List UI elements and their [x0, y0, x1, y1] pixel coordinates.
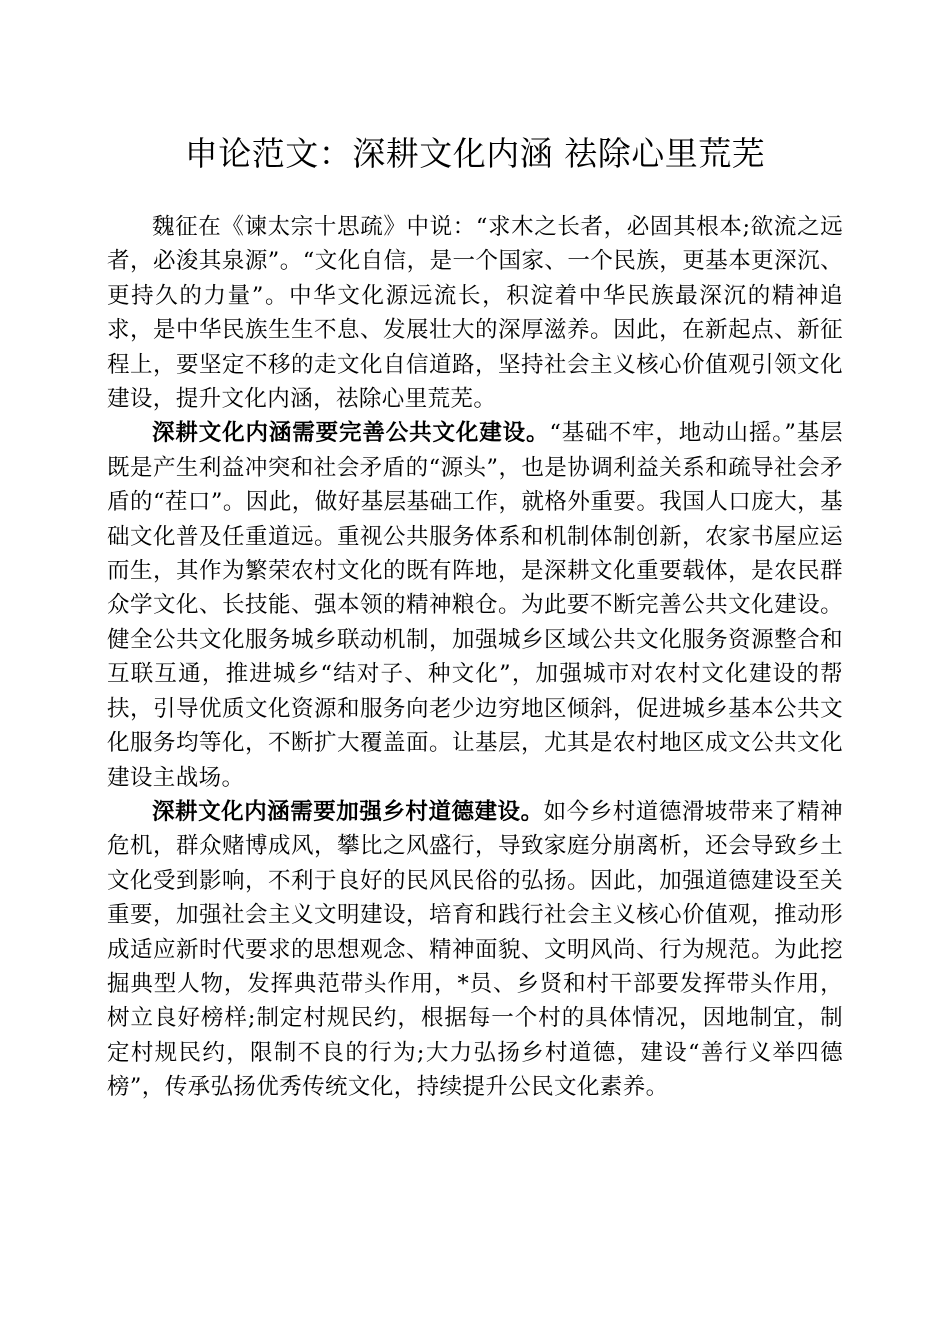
paragraph-rural-morality [107, 795, 843, 1105]
paragraph-text: “基础不牢，地动山摇。”基层既是产生利益冲突和社会矛盾的“源头”，也是协调利益关系和疏导社会矛盾的“茬口”。因此，做好基层基础工作，就格外重要。我国人口庞大，基础文化普及任重道远。重视公共服务体系和机制体制创新，农家书屋应运而生，其作为繁荣农村文化的既有阵地，是深耕文化重要载体，是农民群众学文化、长技能、强本领的精神粮仓。为此要不断完善公共文化建设。健全公共文化服务城乡联动机制，加强城乡区域公共文化服务资源整合和互联互通，推进城乡“结对子、种文化”，加强城市对农村文化建设的帮扶，引导优质文化资源和服务向老少边穷地区倾斜，促进城乡基本公共文化服务均等化，不断扩大覆盖面。让基层，尤其是农村地区成文公共文化建设主战场。 [107, 420, 843, 791]
paragraph-intro [107, 210, 843, 416]
paragraph-text: 魏征在《谏太宗十思疏》中说：“求木之长者，必固其根本;欲流之远者，必浚其泉源”。“文化自信，是一个国家、一个民族，更基本更深沉、更持久的力量”。中华文化源远流长，积淀着中华民族最深沉的精神追求，是中华民族生生不息、发展壮大的深厚滋养。因此，在新起点、新征程上，要坚定不移的走文化自信道路，坚持社会主义核心价值观引领文化建设，提升文化内涵，祛除心里荒芜。 [107, 214, 843, 413]
paragraph-lead: 深耕文化内涵需要完善公共文化建设。 [152, 420, 550, 447]
document-page [107, 128, 843, 1105]
paragraph-public-culture [107, 416, 843, 794]
paragraph-text: 如今乡村道德滑坡带来了精神危机，群众赌博成风，攀比之风盛行，导致家庭分崩离析，还会导致乡土文化受到影响，不利于良好的民风民俗的弘扬。因此，加强道德建设至关重要，加强社会主义文明建设，培育和践行社会主义核心价值观，推动形成适应新时代要求的思想观念、精神面貌、文明风尚、行为规范。为此挖掘典型人物，发挥典范带头作用，*员、乡贤和村干部要发挥带头作用，树立良好榜样;制定村规民约，根据每一个村的具体情况，因地制宜，制定村规民约，限制不良的行为;大力弘扬乡村道德，建设“善行义举四德榜”，传承弘扬优秀传统文化，持续提升公民文化素养。 [107, 798, 843, 1101]
document-title: 申论范文：深耕文化内涵 祛除心里荒芜 [184, 134, 766, 173]
paragraph-lead: 深耕文化内涵需要加强乡村道德建设。 [152, 798, 544, 825]
